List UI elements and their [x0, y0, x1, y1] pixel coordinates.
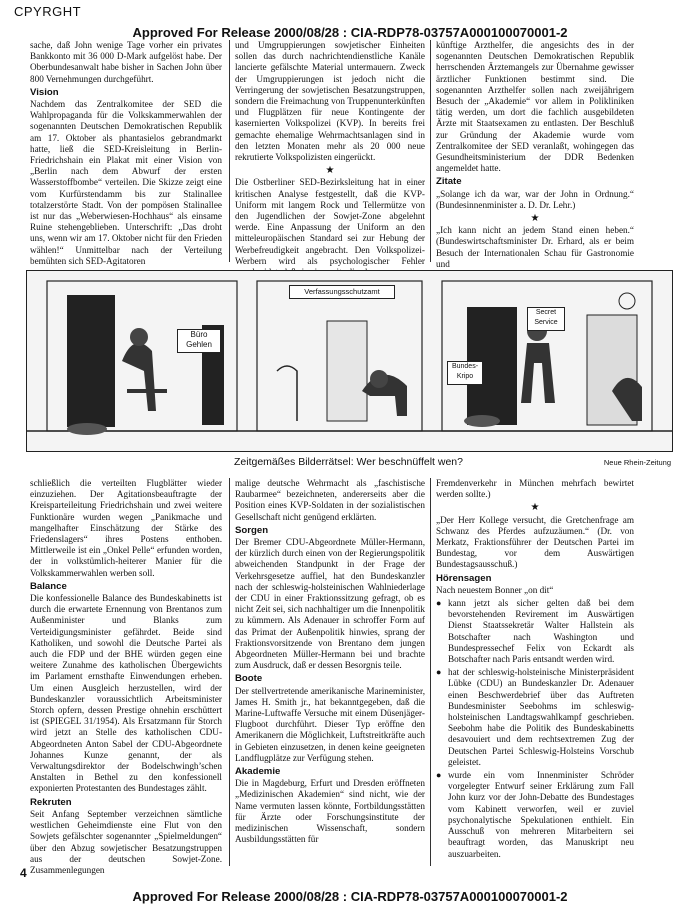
section-heading-sorgen: Sorgen — [235, 524, 269, 536]
sign-verfassungsschutz: Verfassungsschutzamt — [289, 285, 395, 299]
list-item: ● hat der schleswig-holsteinische Ministerpräsident Lübke (CDU) an Bundeskanzler Dr. Adenauer einen Beschwerdebrief über das Auftreten Bundesminister Seebohms im schleswig-holsteinischen Landtagswahlkampf geschrieben. Seebohm habe die Politik des Bundeskabinetts desavouiert und dem rechtsextremen Zug der Deutschen Partei Schleswig-Holsteins Vorschub geleistet. — [436, 667, 634, 768]
top-column-1 — [30, 40, 222, 264]
bottom-column-2 — [235, 478, 425, 870]
article-text: Der stellvertretende amerikanische Marineminister, James H. Smith jr., hat bekanntgegeben, daß die Marine-Luftwaffe Versuche mit einem Düsenjäger-Flugboot durchführt. Dieser Typ eröffne den Amerikanern die Möglichkeit, Luftstreitkräfte auch in Gebieten einzusetzen, in denen keine geeigneten Landflugplätze zur Verfügung stehen. — [235, 685, 425, 763]
article-text: Die Ostberliner SED-Bezirksleitung hat in einer kritischen Analyse festgestellt, daß die KVP-Uniform mit langem Rock und Tellermütze von den Jugendlichen der Sowjet-Zone abgelehnt werde. Eine Anpassung der Uniform an den mitteleuropäischen Standard sei zur Hebung der Werbefreudigkeit angebracht. Den Volkspolizei-Werbern wird als psychologischer Fehler — [235, 177, 425, 266]
article-lead-text: sache, daß John wenige Tage vorher ein privates Bankkonto mit 36 000 D-Mark aufgelöst habe. Der Oberbundesanwalt habe bisher in Sachen John über 800 Vernehmungen durchgeführt. — [30, 40, 222, 84]
article-text: Nachdem das Zentralkomitee der SED die Wahlpropaganda für die Volkskammerwahlen der sogenannten Deutschen Demokratischen Republik am 17. Oktober als phantasielos gebrandmarkt hatte, ließ die SED-Kreisleitung in Berlin-Friedrichshain ein Plakat mit einer Vision von „Berlin nach dem Abwurf der ersten Wasserstoffbombe“ verteilen. Die Skizze zeigt eine vom Kurfürstendamm bis zur Stalinallee totalzerstörte Stadt. Von der pompösen Stalinallee ist nur das „Weberwiesen-Hochhaus“ als einsame Ruine stehengeblieben. Unterschrift: „Das droht uns, wenn wir am 17. Oktober nicht für den Frieden wählen!“ Unmittelbar nach der Verteilung bemühten sich SED-Agitatoren — [30, 99, 222, 266]
column-divider — [229, 40, 230, 262]
article-text: künftige Arzthelfer, die angesichts des in der sogenannten Deutschen Demokratischen Republik herrschenden Ärztemangels zur Übernahme gewisser ärztlicher Funktionen bestimmt sind. Die sogenannten Arzthelfer sollen nach zweijährigem Besuch der „Akademie“ vor allem in Polikliniken tätig werden, um dort die fachlich ausgebildeten Ärzte mit Staatsexamen zu entlasten. Der Beschluß zur Gründung der Akademie wurde vom Zentralkomitee der SED veranlaßt, wohingegen das Gesundheitsministerium der DDR Bedenken angemeldet hatte. — [436, 40, 634, 174]
column-divider — [430, 478, 431, 866]
bottom-column-3 — [436, 478, 634, 870]
section-heading-akademie: Akademie — [235, 766, 281, 778]
separator-star: ★ — [325, 165, 335, 177]
sign-secret-service: Secret Service — [527, 307, 565, 331]
release-stamp-top: Approved For Release 2000/08/28 : CIA-RDP78-03757A000100070001-2 — [132, 25, 568, 40]
article-text: Seit Anfang September verzeichnen sämtliche westlichen Geheimdienste eine Flut von den Sowjets gefälschter sogenannter „Spielmeldungen“ über den Abzug sowjetischer Besatzungstruppen aus der deutschen Sowjet-Zone. Zusammenlegungen — [30, 808, 222, 875]
article-text: Fremdenverkehr in München mehrfach bewirtet werden sollte.) — [436, 478, 634, 500]
section-heading-zitate: Zitate — [436, 176, 462, 188]
article-text: und Umgruppierungen sowjetischer Einheiten sollen das durch nachrichtendienstliche Kanäle lancierte gefälschte Material untermauern. Zweck der Umgruppierungen ist jedoch nicht die Verringerung der sowjetischen Besatzungstruppen, sondern die Freimachung von Truppenunterkünften und Flugplätzen für neue Kontingente der kasernierten Volkspolizei (KVP). In bereits frei gemachte ehemalige Wehrmachtsanlagen sind in den letzten Monaten mehr als 20 000 neue rekrutierte Volkspolizisten eingerückt. — [235, 40, 425, 163]
top-column-3 — [436, 40, 634, 269]
column-divider — [229, 478, 230, 866]
section-heading-balance: Balance — [30, 580, 67, 592]
release-stamp-bottom: Approved For Release 2000/08/28 : CIA-RDP78-03757A000100070001-2 — [132, 889, 568, 904]
article-text: Die in Magdeburg, Erfurt und Dresden eröffneten „Medizinischen Akademien“ sind nicht, wie der Name vermuten lassen könnte, Fortbildungsstätten für Ärzte oder Forschungsinstitute der medizinischen Wissenschaft, sondern Ausbildungsstätten für — [235, 778, 425, 845]
cartoon-caption-bar — [26, 456, 671, 470]
separator-star: ★ — [530, 213, 540, 225]
section-intro: Nach neuestem Bonner „on dit“ — [436, 584, 554, 595]
cartoon-credit: Neue Rhein-Zeitung — [603, 458, 671, 467]
article-text: malige deutsche Wehrmacht als „faschistische Raubarmee“ bezeichneten, andererseits aber die Position eines KVP-Soldaten in der sozialistischen Gesellschaft nicht genügend erklärten. — [235, 478, 425, 522]
section-heading-boote: Boote — [235, 673, 263, 685]
article-text: Die konfessionelle Balance des Bundeskabinetts ist durch die erwartete Ernennung von Brentanos zum Außenminister und Blanks zum Verteidigungsminister gefährdet. Beide sind Katholiken, und sowohl die Deutsche Partei als auch die FDP und der BHE würden gegen eine weitere Zunahme des katholischen Übergewichts im Parlament ernsthafte Einwendungen erheben. Um einen Ausgleich herzustellen, wird der Bundeskanzler voraussichtlich Arbeitsminister Storch opfern, dessen Prestige ohnehin erschüttert ist (SPIEGEL 31/1954). Als Ersatzmann für Storch wird jetzt an Stelle des katholischen CDU-Abgeordneten Anton Sabel der CDU-Abgeordnete Johannes Kunze genannt, der als Verwaltungsdirektor der Bodelschwingh’schen Anstalten in Bethel zu den konfessionell exponierten Protestanten des Bundestages zählt. — [30, 593, 222, 794]
section-heading-rekruten: Rekruten — [30, 796, 72, 808]
section-heading-vision: Vision — [30, 86, 59, 98]
separator-star: ★ — [530, 502, 540, 514]
list-item: ● kann jetzt als sicher gelten daß bei dem bevorstehenden Revirement im Auswärtigen Dienst Staatssekretär Walter Hallstein als Botschafter nach Washington und Bundespressechef Felix von Eckardt als Botschafter nach Paris entsandt werden wird. — [436, 598, 634, 665]
sign-bundes-kripo: Bundes-Kripo — [447, 361, 483, 385]
quote-text: „Der Herr Kollege versucht, die Gretchenfrage am Schwanz des Pferdes aufzuzäumen.“ (Dr. von Merkatz, Fraktionsführer der Deutschen Partei im Bundestag, vor dem Auswärtigen Bundestagsausschuß.) — [436, 514, 634, 570]
hearsay-list — [436, 598, 634, 860]
list-item: ● wurde ein vom Innenminister Schröder vorgelegter Entwurf seiner Erklärung zum Fall John kurz vor der John-Debatte des Bundestages vom Kabinett verworfen, weil er zuviel psychonalytische Spekulationen enthielt. Ein Ausschuß von mehreren Mitarbeitern sei beauftragt worden, das Manuskript neu auszuarbeiten. — [436, 770, 634, 860]
article-text: schließlich die verteilten Flugblätter wieder einzuziehen. Der Agitationsbeauftragte der Kreisparteileitung Friedrichshain und zwei weitere Funktionäre wurden wegen „Panikmache und mangelhafter Einschätzung der Stärke des Friedenslagers“ ihres Postens enthoben. Mittlerweile ist ein „Onkel Pelle“ erfunden worden, der in volkstümlich-heiterer Manier für die Volkskammerwahlen werben soll. — [30, 478, 222, 578]
sign-buero-gehlen: Büro Gehlen — [177, 329, 221, 353]
quote-text: „Ich kann nicht an jedem Stand einen heben.“ (Bundeswirtschaftsminister Dr. Erhard, als er beim Besuch der Internationalen Schau für Gastronomie und — [436, 225, 634, 269]
quote-text: „Solange ich da war, war der John in Ordnung.“ (Bundesinnenminister a. D. Dr. Lehr.) — [436, 188, 634, 210]
copyright-mark: CPYRGHT — [14, 4, 82, 19]
column-divider — [430, 40, 431, 262]
section-heading-hoerensagen: Hörensagen — [436, 572, 492, 584]
article-text: Der Bremer CDU-Abgeordnete Müller-Hermann, der kürzlich durch einen von der Regierungspolitik abweichenden Standpunkt in der Frage der Verkehrsgesetze auffiel, hat den Bundeskanzler nach der schleswig-holsteinischen Wahlniederlage der CDU in einer Fraktionssitzung gefragt, ob es nicht Zeit sei, sich nachhaltiger um die Innenpolitik zu kümmern. Als Adenauer in schroffer Form auf das Primat der Außenpolitik hinwies, sprang der Fraktionsvorsitzende von Brentano dem jungen Abgeordneten Müller-Hermann bei und brachte zum Ausdruck, daß er dessen Besorgnis teile. — [235, 537, 425, 671]
top-column-2 — [235, 40, 425, 264]
bottom-column-1 — [30, 478, 222, 875]
cartoon-caption: Zeitgemäßes Bilderrätsel: Wer beschnüffelt wen? — [234, 456, 463, 468]
cartoon-image — [26, 270, 673, 452]
page-number: 4 — [20, 866, 27, 880]
